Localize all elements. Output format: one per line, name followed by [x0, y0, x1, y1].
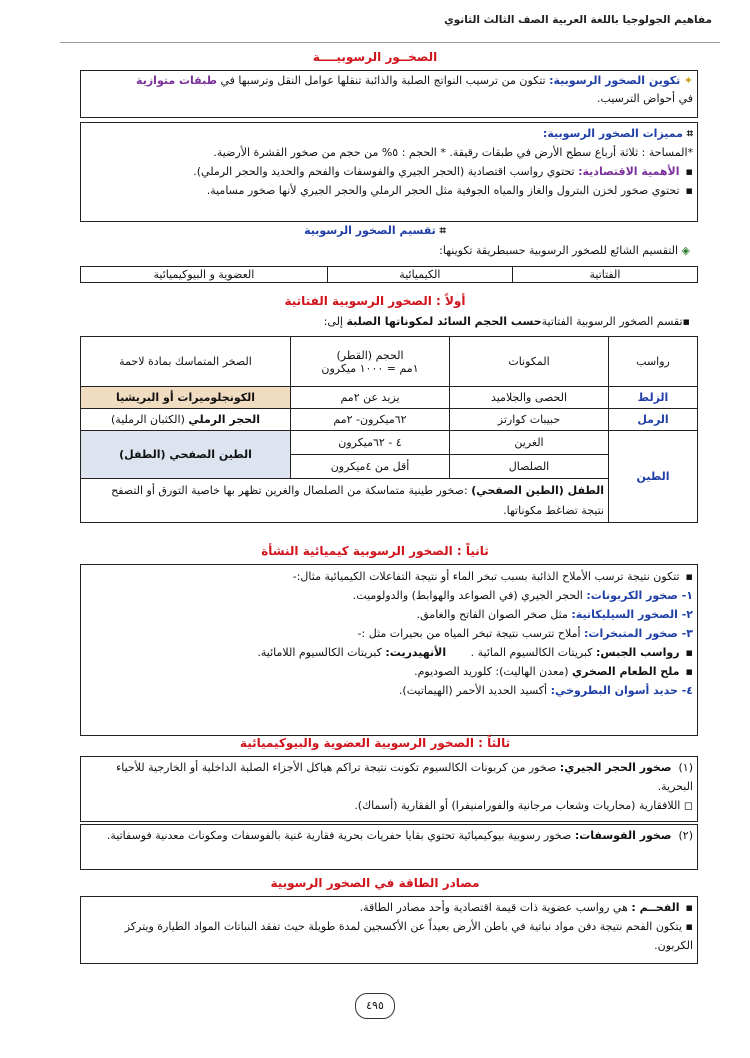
hash-icon: ⌗ [682, 127, 693, 140]
chemical-box: ▪ تتكون نتيجة ترسب الأملاح الذائبة بسبب تبخر الماء أو نتيجة التفاعلات الكيميائية مثال:- ١- صخور الكربونات: الحجر الجيري (في الصواعد والهوابط) والدولوميت. ٢- الصخور السيليكاتية: مثل صخر الصوان الفاتح والغامق. ٣- صخور المتبخرات: أملاح تترسب نتيجة تبخر المياه من بحيرات مثل :- ▪ رواسب الجبس: كبريتات الكالسيوم المائية . الأنهيدريت: كبريتات الكالسيوم اللامائية. ▪ ملح الطعام الصخري (معدن الهاليت): كلوريد الصوديوم. ٤- حديد أسوان البطروخي: أكسيد الحديد الأحمر (الهيماتيت). [80, 564, 698, 736]
table-row: الرمل حبيبات كوارتز ٦٢ميكرون- ٢مم الحجر الرملي (الكثبان الرملية) [81, 409, 698, 431]
clastic-intro: ▪تقسم الصخور الرسوبية الفتاتيةحسب الحجم السائد لمكوناتها الصلبة إلى: [323, 315, 690, 328]
formation-text-2: في أحواض الترسيب. [597, 92, 693, 105]
clastic-title: أولاً : الصخور الرسوبية الفتاتية [284, 294, 466, 308]
features-label: مميزات الصخور الرسوبية: [542, 127, 683, 140]
col-sediment: رواسب [609, 337, 698, 387]
formation-label: تكوين الصخور الرسوبية: [549, 74, 681, 87]
chemical-title: ثانياً : الصخور الرسوبية كيميائية النشأة [261, 544, 489, 558]
formation-highlight: طبقات متوازية [136, 74, 217, 87]
formation-box [80, 70, 698, 118]
page-number: ٤٩٥ [355, 993, 395, 1019]
phosphate-box: (٢) صخور الفوسفات: صخور رسوبية بيوكيميائية تحتوي بقايا حفريات بحرية فقارية غنية بالفوسفات ومكونات معدنية فوسفاتية. [80, 824, 698, 870]
star-icon: ✦ [683, 74, 693, 87]
energy-title: مصادر الطاقة في الصخور الرسوبية [270, 876, 480, 890]
classification-table [80, 266, 698, 283]
features-area: *المساحة : ثلاثة أرباع سطح الأرض في طبقات رقيقة. [449, 146, 693, 159]
econ-text: تحتوي رواسب اقتصادية (الحجر الجيري والفوسفات والفحم والحديد والحجر الرملي). [193, 165, 575, 178]
table-row: الطين الغرين ٤ - ٦٢ميكرون الطين الصفحي (الطفل) [81, 431, 698, 455]
energy-box: ▪ الفحــم : هي رواسب عضوية ذات قيمة اقتصادية وأحد مصادر الطاقة. ▪ يتكون الفحم نتيجة دفن مواد نباتية في باطن الأرض بعيداً عن الأكسجين لمدة طويلة حيث تفقد النباتات المواد الطيارة ويتركز الكربون. [80, 896, 698, 964]
formation-text: تتكون من ترسيب النواتج الصلبة والذائبة تنقلها عوامل النقل وترسبها في [220, 74, 546, 87]
col-components: المكونات [450, 337, 609, 387]
features-volume: * الحجم : ٥% من حجم من صخور القشرة الأرضية. [213, 146, 446, 159]
organic-title: ثالثاً : الصخور الرسوبية العضوية والبيوكيميائية [239, 736, 511, 750]
econ-label: الأهمية الاقتصادية: [578, 165, 680, 178]
classification-heading: ⌗ تقسيم الصخور الرسوبية [304, 224, 446, 237]
diamond-icon: ◈ [678, 244, 690, 257]
hash-icon: ⌗ [435, 224, 446, 237]
features-box [80, 122, 698, 222]
type-organic: العضوية و البيوكيميائية [81, 267, 328, 283]
features-storage: تحتوي صخور لخزن البترول والغاز والمياه الجوفية مثل الحجر الرملي والحجر الجيري لأنها صخور مسامية. [206, 184, 680, 197]
type-chemical: الكيميائية [327, 267, 512, 283]
shale-definition: الطفل (الطين الصفحي) :صخور طينية متماسكة من الصلصال والغرين تظهر بها خاصية التورق أو التصفح نتيجة تضاغط مكوناتها. [81, 479, 609, 523]
limestone-box: (١) صخور الحجر الجيري: صخور من كربونات الكالسيوم تكونت نتيجة تراكم هياكل الأجزاء الصلبة الداخلية أو الخارجية للأحياء البحرية. ◻ اللافقارية (محاريات وشعاب مرجانية والفورامنيفرا) أو الفقارية (أسماك). [80, 756, 698, 822]
page-title: الصخــور الرسوبيــــة [312, 50, 438, 64]
type-clastic: الفتاتية [512, 267, 697, 283]
col-size: الحجم (القطر) ١مم = ١٠٠٠ ميكرون [291, 337, 450, 387]
col-rock: الصخر المتماسك بمادة لاحمة [81, 337, 291, 387]
table-row: الزلط الحصى والجلاميد يزيد عن ٢مم الكونجلوميرات أو البريشيا [81, 387, 698, 409]
page-header: مفاهيم الجولوجيا باللغة العربية الصف الثالث الثانوي [444, 14, 712, 26]
header-divider [60, 42, 720, 43]
table-row: الصلصال أقل من ٤ميكرون [81, 455, 698, 479]
classification-intro: ◈ التقسيم الشائع للصخور الرسوبية حسبطريقة تكوينها: [439, 244, 690, 257]
clastic-table [80, 336, 698, 523]
